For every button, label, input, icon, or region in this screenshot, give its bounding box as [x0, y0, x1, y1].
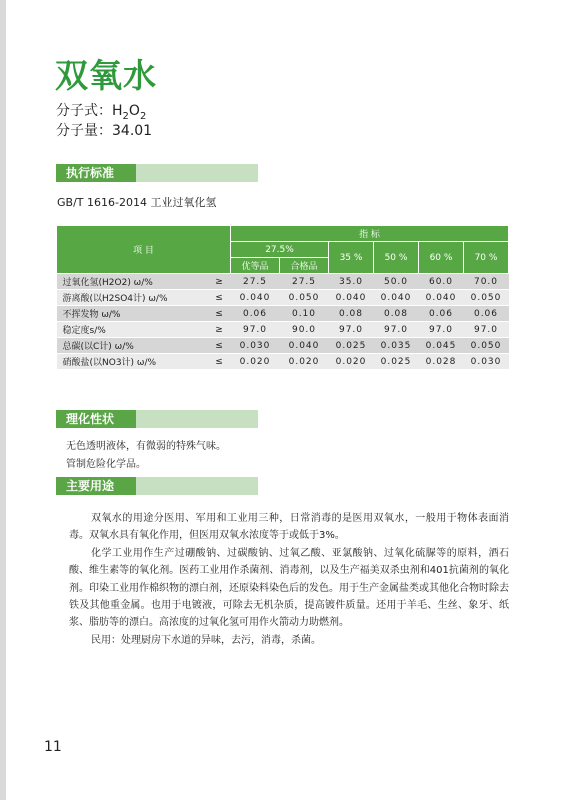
- table-header-27-5: 27.5%: [231, 242, 329, 258]
- row-value: 0.08: [329, 306, 374, 322]
- row-value: 27.5: [231, 274, 280, 290]
- table-header-item: 项 目: [57, 226, 231, 274]
- property-line: 管制危险化学品。: [66, 459, 146, 470]
- row-value: 60.0: [419, 274, 464, 290]
- row-value: 97.0: [374, 322, 419, 338]
- usage-text: [69, 510, 509, 649]
- table-header-60: 60 %: [419, 242, 464, 274]
- row-value: 0.06: [419, 306, 464, 322]
- formula-subscript-1: 2: [122, 110, 129, 122]
- row-value: 0.050: [464, 290, 509, 306]
- section-title-uses: 主要用途: [66, 479, 115, 493]
- row-value: 0.040: [329, 290, 374, 306]
- row-value: 0.028: [419, 354, 464, 370]
- section-title-standard: 执行标准: [66, 166, 115, 180]
- row-value: 0.10: [280, 306, 329, 322]
- row-value: 90.0: [280, 322, 329, 338]
- row-value: 0.040: [374, 290, 419, 306]
- table-row: [57, 338, 509, 354]
- table-header-70: 70 %: [464, 242, 509, 274]
- section-title-properties: 理化性状: [66, 412, 115, 426]
- row-value: 0.035: [374, 338, 419, 354]
- row-value: 0.020: [280, 354, 329, 370]
- row-comparator: ≥: [209, 274, 231, 290]
- row-item-name: 总碳(以C计) ω/%: [57, 338, 209, 354]
- row-value: 0.040: [419, 290, 464, 306]
- row-value: 0.06: [231, 306, 280, 322]
- formula-subscript-2: 2: [139, 110, 147, 122]
- spec-table: [56, 225, 509, 370]
- formula-label: 分子式：H: [56, 103, 123, 119]
- row-item-name: 硝酸盐(以NO3计) ω/%: [57, 354, 209, 370]
- page-edge-strip: [0, 0, 6, 800]
- row-comparator: ≤: [209, 306, 231, 322]
- row-comparator: ≥: [209, 322, 231, 338]
- table-header-index: 指 标: [231, 226, 509, 242]
- usage-paragraph: 双氧水的用途分医用、军用和工业用三种，日常消毒的是医用双氧水，一般用于物体表面消毒。双氧水具有氧化作用，但医用双氧水浓度等于或低于3%。: [69, 513, 509, 542]
- usage-paragraph: 民用：处理厨房下水道的异味，去污，消毒，杀菌。: [91, 634, 321, 646]
- table-row: [57, 306, 509, 322]
- table-row: [57, 290, 509, 306]
- row-value: 0.050: [280, 290, 329, 306]
- row-value: 97.0: [419, 322, 464, 338]
- property-line: 无色透明液体，有微弱的特殊气味。: [66, 441, 226, 452]
- table-header-premium: 优等品: [231, 258, 280, 274]
- row-comparator: ≤: [209, 338, 231, 354]
- row-value: 0.06: [464, 306, 509, 322]
- table-header-qualified: 合格品: [280, 258, 329, 274]
- row-value: 0.08: [374, 306, 419, 322]
- section-header-properties: [56, 410, 258, 428]
- row-value: 70.0: [464, 274, 509, 290]
- page-title: 双氧水: [55, 56, 157, 95]
- row-value: 0.025: [374, 354, 419, 370]
- row-item-name: 游离酸(以H2SO4计) ω/%: [57, 290, 209, 306]
- row-value: 0.025: [329, 338, 374, 354]
- table-row: [57, 274, 509, 290]
- row-value: 0.020: [329, 354, 374, 370]
- row-value: 0.040: [231, 290, 280, 306]
- row-value: 35.0: [329, 274, 374, 290]
- row-value: 0.020: [231, 354, 280, 370]
- table-row: [57, 322, 509, 338]
- row-value: 27.5: [280, 274, 329, 290]
- row-item-name: 稳定度s/%: [57, 322, 209, 338]
- row-value: 97.0: [329, 322, 374, 338]
- row-value: 97.0: [231, 322, 280, 338]
- table-header-50: 50 %: [374, 242, 419, 274]
- row-item-name: 不挥发物 ω/%: [57, 306, 209, 322]
- formula-oxygen: O: [128, 103, 140, 119]
- row-value: 0.030: [464, 354, 509, 370]
- section-header-uses: [56, 477, 258, 495]
- row-value: 0.030: [231, 338, 280, 354]
- row-comparator: ≤: [209, 290, 231, 306]
- row-value: 50.0: [374, 274, 419, 290]
- usage-paragraph: 化学工业用作生产过硼酸钠、过碳酸钠、过氧乙酸、亚氯酸钠、过氧化硫脲等的原料，酒石酸、维生素等的氧化剂。医药工业用作杀菌剂、消毒剂，以及生产福美双杀虫剂和401抗菌剂的氧化剂。印染工业用作棉织物的漂白剂，还原染料染色后的发色。用于生产金属盐类或其他化合物时除去铁及其他重金属。也用于电镀液，可除去无机杂质，提高镀件质量。还用于羊毛、生丝、象牙、纸浆、脂肪等的漂白。高浓度的过氧化氢可用作火箭动力助燃剂。: [69, 547, 509, 629]
- row-value: 97.0: [464, 322, 509, 338]
- table-header-35: 35 %: [329, 242, 374, 274]
- page-number: 11: [44, 739, 62, 755]
- table-row: [57, 354, 509, 370]
- molecular-weight: 分子量：34.01: [56, 123, 153, 139]
- section-header-standard: [56, 164, 258, 182]
- standard-reference: GB/T 1616-2014 工业过氧化氢: [57, 196, 217, 209]
- row-comparator: ≤: [209, 354, 231, 370]
- row-item-name: 过氧化氢(H2O2) ω/%: [57, 274, 209, 290]
- row-value: 0.040: [280, 338, 329, 354]
- row-value: 0.050: [464, 338, 509, 354]
- row-value: 0.045: [419, 338, 464, 354]
